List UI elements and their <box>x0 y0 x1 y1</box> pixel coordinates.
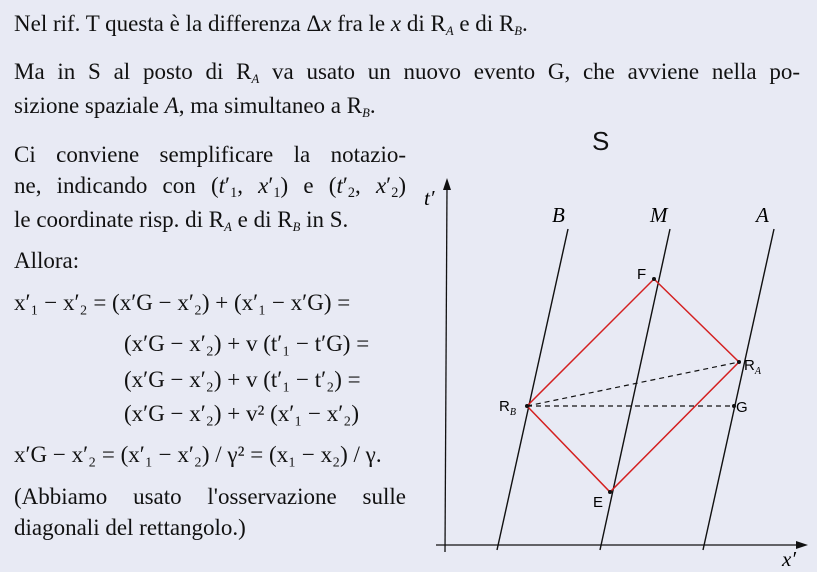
equation-1: x′₁ − x′₂ = (x′G − x′₂) + (x′₁ − x′G) = <box>14 290 351 315</box>
note-line-2: diagonali del rettangolo.) <box>14 515 246 540</box>
event-ra-point <box>737 360 741 364</box>
event-rb-point <box>525 404 529 408</box>
equation-5: x′G − x′₂ = (x′₁ − x′₂) / γ² = (x₁ − x₂) / γ. <box>14 442 382 467</box>
event-e-point <box>608 490 612 494</box>
event-ra-label: $R_A$ <box>744 357 761 377</box>
worldline-a <box>703 229 774 550</box>
worldline-m <box>600 229 670 550</box>
paragraph-line-1: Ci conviene semplificare la notazio- <box>14 142 406 167</box>
paragraph-line-2: ne, indicando con (t′1, x′1) e (t′2, x′2) <box>14 173 406 201</box>
equation-4: (x′G − x′₂) + v² (x′₁ − x′₂) <box>124 401 359 426</box>
intro-line-2: Ma in S al posto di RA va usato un nuovo evento G, che avviene nella po- <box>14 59 800 87</box>
paragraph-line-3: le coordinate risp. di RA e di RB in S. <box>14 207 349 235</box>
worldline-m-label: M <box>650 203 668 227</box>
intro-line-1: Nel rif. T questa è la differenza Δx fra le x di RA e di RB. <box>14 11 528 39</box>
event-rb-label: $R_B$ <box>499 398 516 418</box>
event-e-label: E <box>593 494 604 511</box>
equation-2: (x′G − x′₂) + v (t′₁ − t′G) = <box>124 331 370 356</box>
worldline-a-label: A <box>756 203 769 227</box>
event-f-label: F <box>637 266 647 283</box>
event-f-point <box>652 277 656 281</box>
equation-3: (x′G − x′₂) + v (t′₁ − t′₂) = <box>124 367 361 392</box>
worldline-b-label: B <box>552 203 565 227</box>
frame-label: S <box>592 126 610 156</box>
t-axis <box>443 178 451 552</box>
worldline-b <box>497 229 568 550</box>
intro-line-3: sizione spaziale A, ma simultaneo a RB. <box>14 93 376 121</box>
t-axis-label: t′ <box>424 186 435 210</box>
x-axis <box>436 541 808 549</box>
x-axis-label: x′ <box>782 547 796 571</box>
allora-label: Allora: <box>14 248 80 273</box>
event-g-label: G <box>736 399 748 416</box>
note-line-1: (Abbiamo usato l'osservazione sulle <box>14 484 406 509</box>
light-square <box>527 279 739 492</box>
